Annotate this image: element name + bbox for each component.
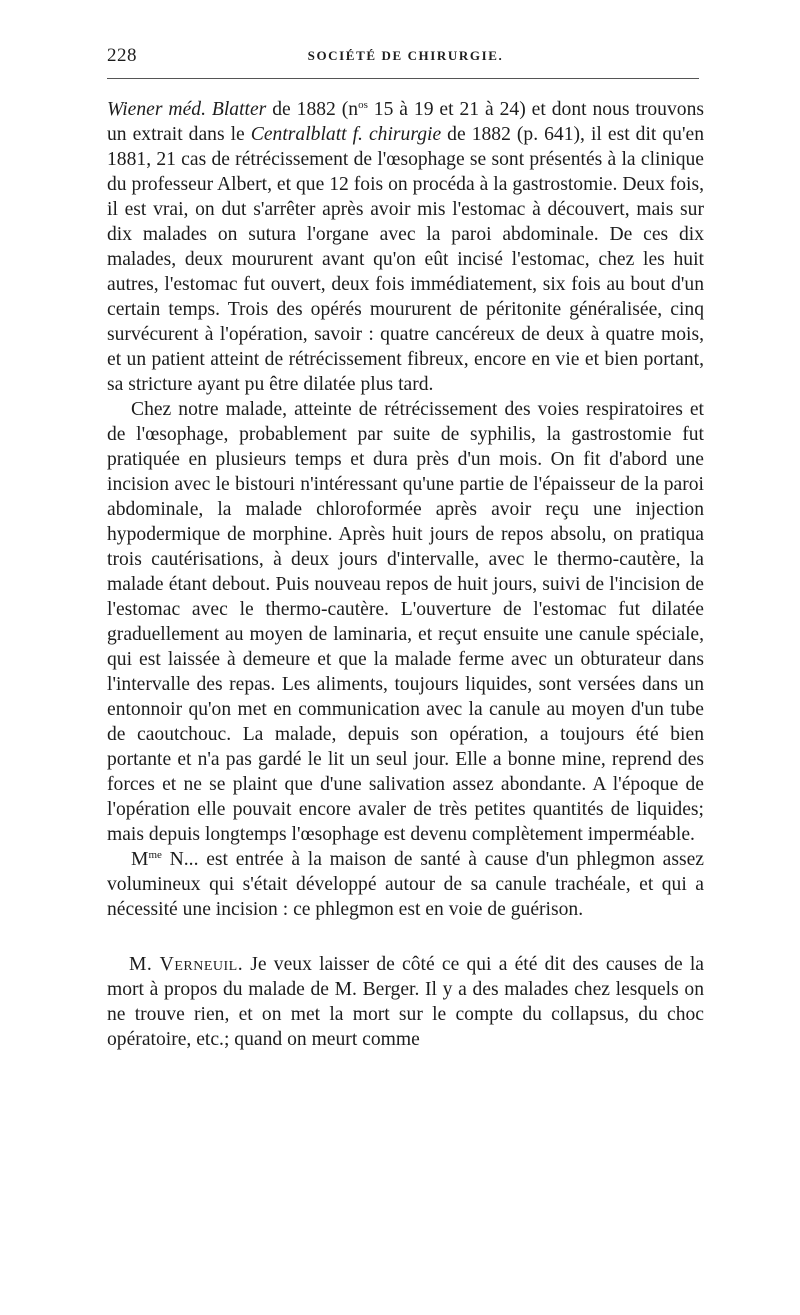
header-rule bbox=[107, 78, 699, 79]
superscript: os bbox=[358, 99, 368, 111]
paragraph-3 bbox=[107, 847, 704, 922]
text-run: N... est entrée à la maison de santé à cause d'un phlegmon assez volumineux qui s'était développé autour de sa canule trachéale, et qui a nécessité une incision : ce phlegmon est en voie de guérison. bbox=[107, 849, 704, 920]
journal-citation: Wiener méd. Blatter bbox=[107, 99, 267, 120]
paragraph-1 bbox=[107, 97, 704, 397]
paragraph-2: Chez notre malade, atteinte de rétrécissement des voies respiratoires et de l'œsophage, probablement par suite de syphilis, la gastrostomie fut pratiquée en plusieurs temps et dura près d'un mois. On fit d'abord une incision avec le bistouri n'intéressant qu'une partie de l'épaisseur de la paroi abdominale, la malade chloroformée après avoir reçu une injection hypodermique de morphine. Après huit jours de repos absolu, on pratiqua trois cautérisations, à deux jours d'intervalle, avec le thermo-cautère, la malade étant debout. Puis nouveau repos de huit jours, suivi de l'incision de l'estomac avec le thermo-cautère. L'ouverture de l'estomac fut dilatée graduellement au moyen de laminaria, et reçut ensuite une canule spéciale, qui est laissée à demeure et que la malade ferme avec un obturateur dans l'intervalle des repas. Les aliments, toujours liquides, sont versées dans un entonnoir qu'on met en communication avec la canule au moyen d'un tube de caoutchouc. La malade, depuis son opération, a toujours été bien portante et n'a pas gardé le lit un seul jour. Elle a bonne mine, reprend des forces et ne se plaint que d'une salivation assez abondante. A l'époque de l'opération elle pouvait encore avaler de très petites quantités de liquides; mais depuis longtemps l'œsophage est devenu complètement imperméable. bbox=[107, 399, 704, 845]
text-run: 15 à 19 et 21 à 24) et dont nous trouvons un extrait dans le bbox=[107, 99, 704, 145]
paragraph-4 bbox=[107, 952, 704, 1052]
superscript: me bbox=[148, 849, 162, 861]
text-run: Je veux laisser de côté ce qui a été dit des causes de la mort à propos du malade de M. Berger. Il y a des malades chez lesquels on ne trouve rien, et on met la mort sur le compte du collapsus, du choc opératoire, etc.; quand on meurt comme bbox=[107, 954, 704, 1050]
journal-citation-2: Centralblatt f. chirurgie bbox=[250, 124, 442, 145]
speaker-name: M. Verneuil. bbox=[129, 954, 244, 975]
text-run: M bbox=[131, 849, 149, 870]
text-run: de 1882 (n bbox=[266, 99, 359, 120]
running-title: SOCIÉTÉ DE CHIRURGIE. bbox=[307, 48, 504, 63]
running-head bbox=[107, 45, 704, 71]
body-text bbox=[107, 97, 704, 1052]
page-number: 228 bbox=[107, 45, 137, 66]
text-run: de 1882 (p. 641), il est dit qu'en 1881, 21 cas de rétrécissement de l'œsophage se sont présentés à la clinique du professeur Albert, et que 12 fois on procéda à la gastrostomie. Deux fois, il est vrai, on dut s'arrêter après avoir mis l'estomac à découvert, mais sur dix malades on sutura l'organe avec la paroi abdominale. De ces dix malades, deux moururent avant qu'on eût incisé l'estomac, chez les huit autres, l'estomac fut ouvert, deux fois immédiatement, six fois au bout d'un certain temps. Trois des opérés moururent de péritonite généralisée, cinq survécurent à l'opération, savoir : quatre cancéreux de deux à quatre mois, et un patient atteint de rétrécissement fibreux, encore en vie et bien portant, sa stricture ayant pu être dilatée plus tard. bbox=[107, 124, 704, 395]
